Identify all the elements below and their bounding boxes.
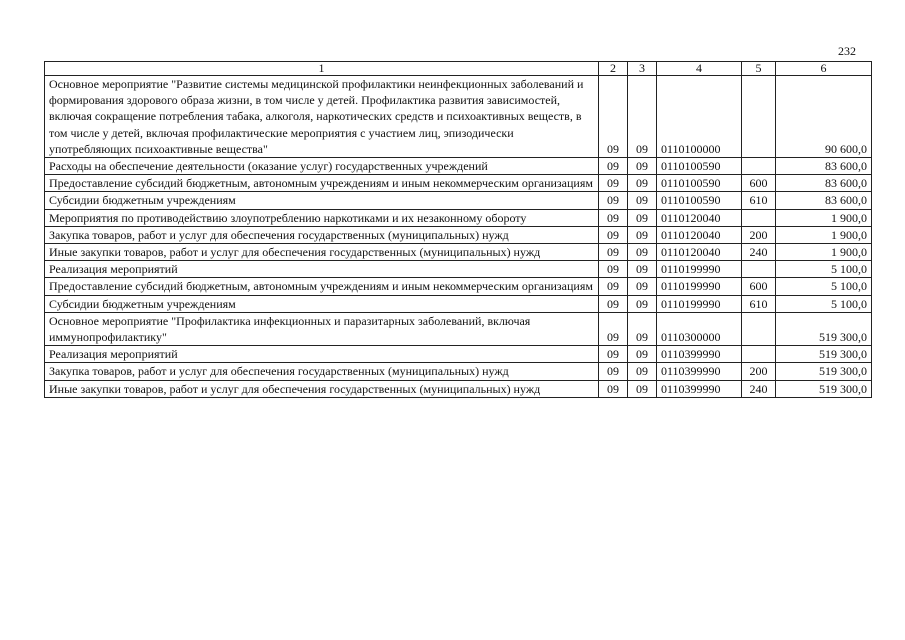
section-code: 09	[599, 295, 628, 312]
table-row	[45, 226, 872, 243]
table-row	[45, 312, 872, 345]
target-article-code: 0110199990	[657, 278, 742, 295]
item-name: Иные закупки товаров, работ и услуг для обеспечения государственных (муниципальных) нужд	[45, 380, 599, 397]
target-article-code: 0110199990	[657, 261, 742, 278]
target-article-code: 0110100590	[657, 158, 742, 175]
target-article-code: 0110300000	[657, 312, 742, 345]
section-code: 09	[599, 312, 628, 345]
subsection-code: 09	[628, 158, 657, 175]
amount-value: 90 600,0	[776, 76, 872, 158]
table-row	[45, 346, 872, 363]
item-name: Предоставление субсидий бюджетным, автономным учреждениям и иным некоммерческим организациям	[45, 278, 599, 295]
amount-value: 83 600,0	[776, 158, 872, 175]
table-row	[45, 278, 872, 295]
column-header: 6	[776, 62, 872, 76]
subsection-code: 09	[628, 346, 657, 363]
item-name: Иные закупки товаров, работ и услуг для обеспечения государственных (муниципальных) нужд	[45, 244, 599, 261]
amount-value: 5 100,0	[776, 278, 872, 295]
item-name: Предоставление субсидий бюджетным, автономным учреждениям и иным некоммерческим организациям	[45, 175, 599, 192]
subsection-code: 09	[628, 244, 657, 261]
item-name: Мероприятия по противодействию злоупотреблению наркотиками и их незаконному обороту	[45, 209, 599, 226]
target-article-code: 0110100590	[657, 192, 742, 209]
section-code: 09	[599, 226, 628, 243]
section-code: 09	[599, 380, 628, 397]
table-row	[45, 158, 872, 175]
page-number: 232	[838, 44, 856, 58]
column-header: 1	[45, 62, 599, 76]
table-row	[45, 192, 872, 209]
expense-type-code: 610	[742, 192, 776, 209]
table-row	[45, 209, 872, 226]
item-name: Субсидии бюджетным учреждениям	[45, 295, 599, 312]
item-name: Закупка товаров, работ и услуг для обеспечения государственных (муниципальных) нужд	[45, 363, 599, 380]
amount-value: 83 600,0	[776, 175, 872, 192]
item-name: Закупка товаров, работ и услуг для обеспечения государственных (муниципальных) нужд	[45, 226, 599, 243]
section-code: 09	[599, 278, 628, 295]
amount-value: 83 600,0	[776, 192, 872, 209]
section-code: 09	[599, 158, 628, 175]
subsection-code: 09	[628, 261, 657, 278]
expense-type-code: 600	[742, 175, 776, 192]
target-article-code: 0110100590	[657, 175, 742, 192]
amount-value: 5 100,0	[776, 261, 872, 278]
item-name: Реализация мероприятий	[45, 261, 599, 278]
subsection-code: 09	[628, 363, 657, 380]
table-row	[45, 380, 872, 397]
column-header: 3	[628, 62, 657, 76]
table-row	[45, 244, 872, 261]
expense-type-code: 200	[742, 363, 776, 380]
table-row	[45, 261, 872, 278]
item-name: Субсидии бюджетным учреждениям	[45, 192, 599, 209]
target-article-code: 0110399990	[657, 380, 742, 397]
expense-type-code: 240	[742, 244, 776, 261]
section-code: 09	[599, 363, 628, 380]
table-row	[45, 295, 872, 312]
column-header: 4	[657, 62, 742, 76]
item-name: Реализация мероприятий	[45, 346, 599, 363]
expense-type-code	[742, 209, 776, 226]
amount-value: 519 300,0	[776, 312, 872, 345]
column-header: 2	[599, 62, 628, 76]
subsection-code: 09	[628, 175, 657, 192]
expense-type-code: 200	[742, 226, 776, 243]
expense-type-code: 610	[742, 295, 776, 312]
expense-type-code	[742, 158, 776, 175]
section-code: 09	[599, 209, 628, 226]
table-row	[45, 363, 872, 380]
section-code: 09	[599, 175, 628, 192]
target-article-code: 0110399990	[657, 363, 742, 380]
amount-value: 5 100,0	[776, 295, 872, 312]
subsection-code: 09	[628, 380, 657, 397]
column-header: 5	[742, 62, 776, 76]
budget-table	[44, 61, 872, 398]
section-code: 09	[599, 76, 628, 158]
expense-type-code	[742, 346, 776, 363]
amount-value: 519 300,0	[776, 380, 872, 397]
amount-value: 519 300,0	[776, 363, 872, 380]
subsection-code: 09	[628, 295, 657, 312]
subsection-code: 09	[628, 76, 657, 158]
target-article-code: 0110120040	[657, 209, 742, 226]
expense-type-code: 600	[742, 278, 776, 295]
amount-value: 519 300,0	[776, 346, 872, 363]
table-row	[45, 175, 872, 192]
target-article-code: 0110100000	[657, 76, 742, 158]
amount-value: 1 900,0	[776, 226, 872, 243]
table-row	[45, 76, 872, 158]
amount-value: 1 900,0	[776, 209, 872, 226]
expense-type-code: 240	[742, 380, 776, 397]
section-code: 09	[599, 192, 628, 209]
subsection-code: 09	[628, 312, 657, 345]
subsection-code: 09	[628, 226, 657, 243]
subsection-code: 09	[628, 192, 657, 209]
target-article-code: 0110199990	[657, 295, 742, 312]
item-name: Расходы на обеспечение деятельности (оказание услуг) государственных учреждений	[45, 158, 599, 175]
section-code: 09	[599, 261, 628, 278]
target-article-code: 0110120040	[657, 226, 742, 243]
subsection-code: 09	[628, 209, 657, 226]
expense-type-code	[742, 312, 776, 345]
section-code: 09	[599, 244, 628, 261]
item-name: Основное мероприятие "Развитие системы медицинской профилактики неинфекционных заболеваний и формирования здорового образа жизни, в том числе у детей. Профилактика развития зависимостей, включая сокращение потребления табака, алкоголя, наркотических средств и психоактивных веществ, в том числе у детей, включая профилактические мероприятия с участием лиц, эпизодически употребляющих психоактивные вещества"	[45, 76, 599, 158]
table-header-row	[45, 62, 872, 76]
target-article-code: 0110399990	[657, 346, 742, 363]
amount-value: 1 900,0	[776, 244, 872, 261]
expense-type-code	[742, 76, 776, 158]
section-code: 09	[599, 346, 628, 363]
subsection-code: 09	[628, 278, 657, 295]
expense-type-code	[742, 261, 776, 278]
target-article-code: 0110120040	[657, 244, 742, 261]
item-name: Основное мероприятие "Профилактика инфекционных и паразитарных заболеваний, включая иммунопрофилактику"	[45, 312, 599, 345]
